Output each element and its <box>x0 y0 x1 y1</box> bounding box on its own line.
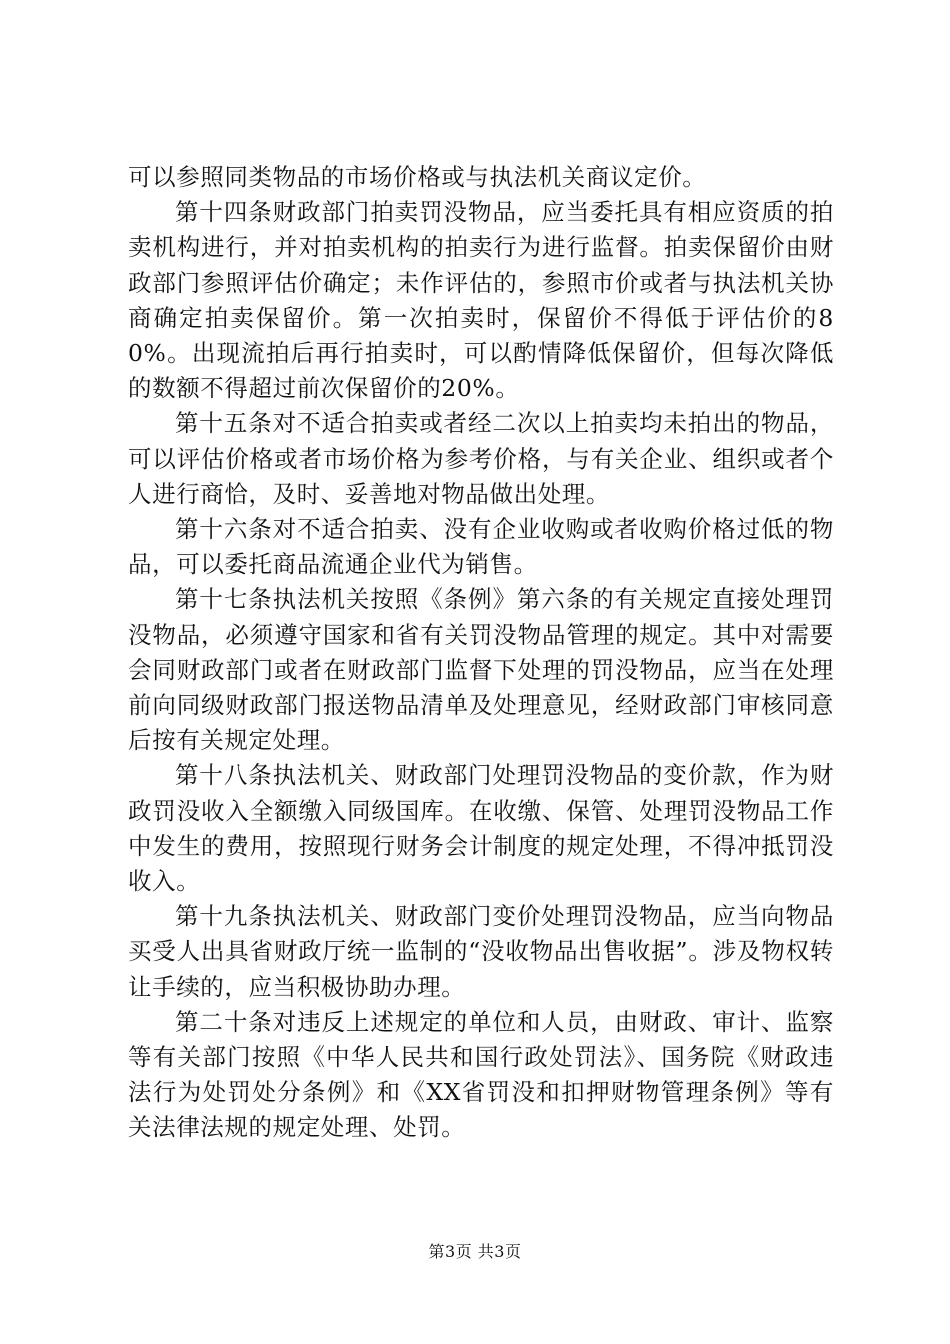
document-body <box>128 160 834 1146</box>
page-footer: 第3页 共3页 <box>428 1242 522 1261</box>
paragraph-article-17: 第十七条执法机关按照《条例》第六条的有关规定直接处理罚没物品，必须遵守国家和省有关罚没物品管理的规定。其中对需要会同财政部门或者在财政部门监督下处理的罚没物品，应当在处理前向同级财政部门报送物品清单及处理意见，经财政部门审核同意后按有关规定处理。 <box>128 585 834 755</box>
paragraph-article-19: 第十九条执法机关、财政部门变价处理罚没物品，应当向物品买受人出具省财政厅统一监制的“没收物品出售收据”。涉及物权转让手续的，应当积极协助办理。 <box>128 902 834 1001</box>
paragraph-article-18: 第十八条执法机关、财政部门处理罚没物品的变价款，作为财政罚没收入全额缴入同级国库。在收缴、保管、处理罚没物品工作中发生的费用，按照现行财务会计制度的规定处理，不得冲抵罚没收入。 <box>128 761 834 896</box>
paragraph-article-14: 第十四条财政部门拍卖罚没物品，应当委托具有相应资质的拍卖机构进行，并对拍卖机构的拍卖行为进行监督。拍卖保留价由财政部门参照评估价确定；未作评估的，参照市价或者与执法机关协商确定拍卖保留价。第一次拍卖时，保留价不得低于评估价的80%。出现流拍后再行拍卖时，可以酌情降低保留价，但每次降低的数额不得超过前次保留价的20%。 <box>128 198 834 403</box>
paragraph-continuation: 可以参照同类物品的市场价格或与执法机关商议定价。 <box>128 163 707 191</box>
paragraph-article-15: 第十五条对不适合拍卖或者经二次以上拍卖均未拍出的物品，可以评估价格或者市场价格为参考价格，与有关企业、组织或者个人进行商恰，及时、妥善地对物品做出处理。 <box>128 409 834 508</box>
paragraph-article-20: 第二十条对违反上述规定的单位和人员，由财政、审计、监察等有关部门按照《中华人民共和国行政处罚法》、国务院《财政违法行为处罚处分条例》和《XX省罚没和扣押财物管理条例》等有关法律法规的规定处理、处罚。 <box>128 1007 834 1142</box>
paragraph-article-16: 第十六条对不适合拍卖、没有企业收购或者收购价格过低的物品，可以委托商品流通企业代为销售。 <box>128 515 834 579</box>
